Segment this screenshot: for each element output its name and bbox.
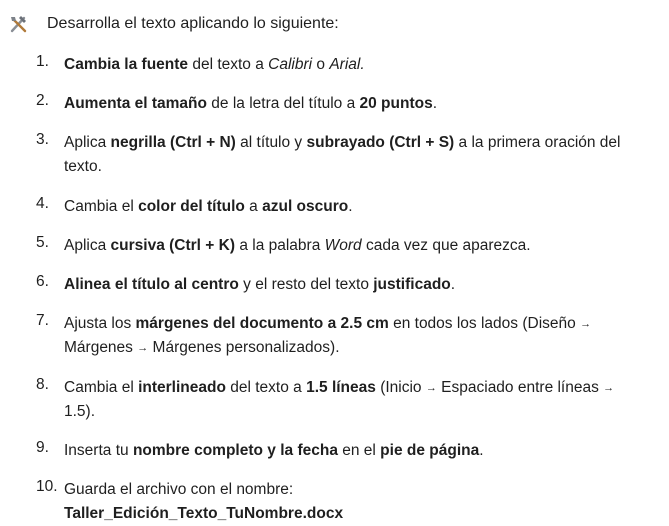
plain-text: del texto a xyxy=(225,379,307,396)
plain-text: de la letra del título a xyxy=(206,95,360,112)
item-line xyxy=(64,92,437,116)
item-line xyxy=(64,195,353,219)
bold-text: interlineado xyxy=(138,379,226,396)
item-number: 10. xyxy=(36,478,58,495)
arrow-right-icon: → xyxy=(580,318,592,330)
bold-text: cursiva (Ctrl + K) xyxy=(110,237,236,254)
plain-text: Márgenes xyxy=(64,339,138,356)
plain-text: Espaciado entre líneas xyxy=(436,379,604,396)
plain-text: Ajusta los xyxy=(64,315,136,332)
item-line xyxy=(64,439,484,463)
bold-text: Aumenta el tamaño xyxy=(64,95,207,112)
item-line xyxy=(64,131,621,155)
heading xyxy=(8,13,339,35)
plain-text: o xyxy=(312,56,330,73)
bold-text: 20 puntos xyxy=(359,95,433,112)
item-number: 4. xyxy=(36,195,49,212)
item-line xyxy=(64,234,531,258)
item-line xyxy=(64,155,621,179)
item-line xyxy=(64,312,591,336)
item-line xyxy=(64,376,614,400)
plain-text: a la palabra xyxy=(235,237,325,254)
item-number: 2. xyxy=(36,92,49,109)
plain-text: . xyxy=(479,442,484,459)
plain-text: Márgenes personalizados). xyxy=(148,339,340,356)
heading-title: Desarrolla el texto aplicando lo siguiente: xyxy=(47,15,339,32)
bold-text: negrilla (Ctrl + N) xyxy=(110,134,236,151)
bold-text: márgenes del documento a 2.5 cm xyxy=(135,315,389,332)
arrow-right-icon: → xyxy=(137,342,149,354)
italic-text: Word xyxy=(324,237,362,254)
item-line xyxy=(64,400,614,424)
plain-text: y el resto del texto xyxy=(238,276,374,293)
item-number: 3. xyxy=(36,131,49,148)
plain-text: a la primera oración del xyxy=(454,134,621,151)
item-line xyxy=(64,273,455,297)
item-line xyxy=(64,53,365,77)
item-number: 9. xyxy=(36,439,49,456)
bold-text: Alinea el título al centro xyxy=(64,276,239,293)
italic-text: Calibri xyxy=(268,56,313,73)
plain-text: Aplica xyxy=(64,134,111,151)
instruction-item xyxy=(0,234,531,258)
bold-text: azul oscuro xyxy=(262,198,349,215)
instruction-item xyxy=(0,439,484,463)
instruction-item xyxy=(0,53,365,77)
plain-text: (Inicio xyxy=(375,379,426,396)
hammer-and-wrench-icon xyxy=(8,13,30,35)
instruction-item xyxy=(0,131,621,179)
plain-text: Guarda el archivo con el nombre: xyxy=(64,481,294,498)
plain-text: . xyxy=(348,198,353,215)
arrow-right-icon: → xyxy=(603,382,615,394)
item-number: 8. xyxy=(36,376,49,393)
plain-text: Inserta tu xyxy=(64,442,133,459)
bold-text: subrayado (Ctrl + S) xyxy=(306,134,455,151)
instruction-item xyxy=(0,478,343,526)
item-number: 7. xyxy=(36,312,49,329)
plain-text: en el xyxy=(337,442,381,459)
bold-text: nombre completo y la fecha xyxy=(132,442,338,459)
plain-text: a xyxy=(244,198,263,215)
plain-text: Cambia el xyxy=(64,379,139,396)
item-line xyxy=(64,336,591,360)
instruction-item xyxy=(0,273,455,297)
item-number: 5. xyxy=(36,234,49,251)
plain-text: al título y xyxy=(235,134,307,151)
bold-text: Taller_Edición_Texto_TuNombre.docx xyxy=(64,505,344,522)
bold-text: justificado xyxy=(373,276,451,293)
plain-text: Aplica xyxy=(64,237,111,254)
item-number: 6. xyxy=(36,273,49,290)
bold-text: color del título xyxy=(138,198,245,215)
instruction-item xyxy=(0,92,437,116)
arrow-right-icon: → xyxy=(425,382,437,394)
instruction-item xyxy=(0,376,614,424)
bold-text: 1.5 líneas xyxy=(306,379,376,396)
plain-text: . xyxy=(450,276,456,293)
item-line xyxy=(64,478,343,502)
plain-text: . xyxy=(432,95,438,112)
plain-text: del texto a xyxy=(188,56,269,73)
instruction-item xyxy=(0,195,353,219)
plain-text: Cambia el xyxy=(64,198,139,215)
item-number: 1. xyxy=(36,53,49,70)
plain-text: texto. xyxy=(64,158,102,175)
instruction-item xyxy=(0,312,591,360)
bold-text: pie de página xyxy=(380,442,480,459)
plain-text: 1.5). xyxy=(64,403,96,420)
italic-text: Arial. xyxy=(329,56,365,73)
plain-text: en todos los lados (Diseño xyxy=(388,315,581,332)
plain-text: cada vez que aparezca. xyxy=(361,237,531,254)
item-line xyxy=(64,502,343,526)
bold-text: Cambia la fuente xyxy=(64,56,189,73)
